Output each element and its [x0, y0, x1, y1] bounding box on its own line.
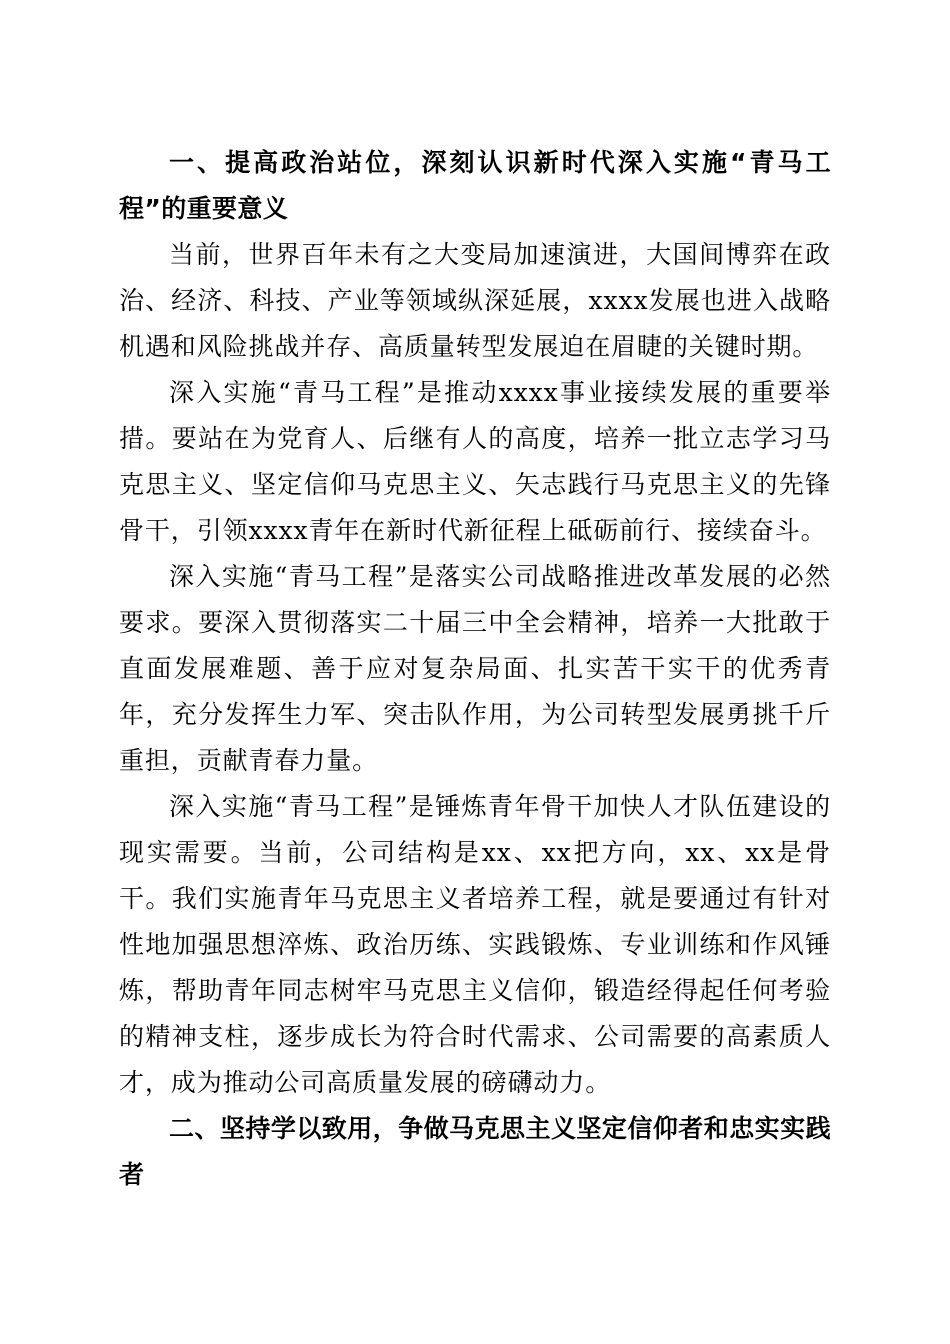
paragraph-3: 深入实施“青马工程”是落实公司战略推进改革发展的必然要求。要深入贯彻落实二十届三中全会精神，培养一大批敢于直面发展难题、善于应对复杂局面、扎实苦干实干的优秀青年，充分发挥生力军、突击队作用，为公司转型发展勇挑千斤重担，贡献青春力量。	[119, 562, 831, 775]
section-heading-2: 二、坚持学以致用，争做马克思主义坚定信仰者和忠实实践者	[119, 1114, 831, 1189]
paragraph-2: 深入实施“青马工程”是推动xxxx事业接续发展的重要举措。要站在为党育人、后继有人的高度，培养一批立志学习马克思主义、坚定信仰马克思主义、矢志践行马克思主义的先锋骨干，引领xxxx青年在新时代新征程上砥砺前行、接续奋斗。	[119, 378, 831, 545]
document-body	[119, 140, 831, 1198]
paragraph-4: 深入实施“青马工程”是锤炼青年骨干加快人才队伍建设的现实需要。当前，公司结构是xx、xx把方向，xx、xx是骨干。我们实施青年马克思主义者培养工程，就是要通过有针对性地加强思想淬炼、政治历练、实践锻炼、专业训练和作风锤炼，帮助青年同志树牢马克思主义信仰，锻造经得起任何考验的精神支柱，逐步成长为符合时代需求、公司需要的高素质人才，成为推动公司高质量发展的磅礴动力。	[119, 792, 831, 1097]
paragraph-1: 当前，世界百年未有之大变局加速演进，大国间博弈在政治、经济、科技、产业等领域纵深延展，xxxx发展也进入战略机遇和风险挑战并存、高质量转型发展迫在眉睫的关键时期。	[119, 240, 831, 361]
section-heading-1: 一、提高政治站位，深刻认识新时代深入实施“青马工程”的重要意义	[119, 148, 831, 223]
